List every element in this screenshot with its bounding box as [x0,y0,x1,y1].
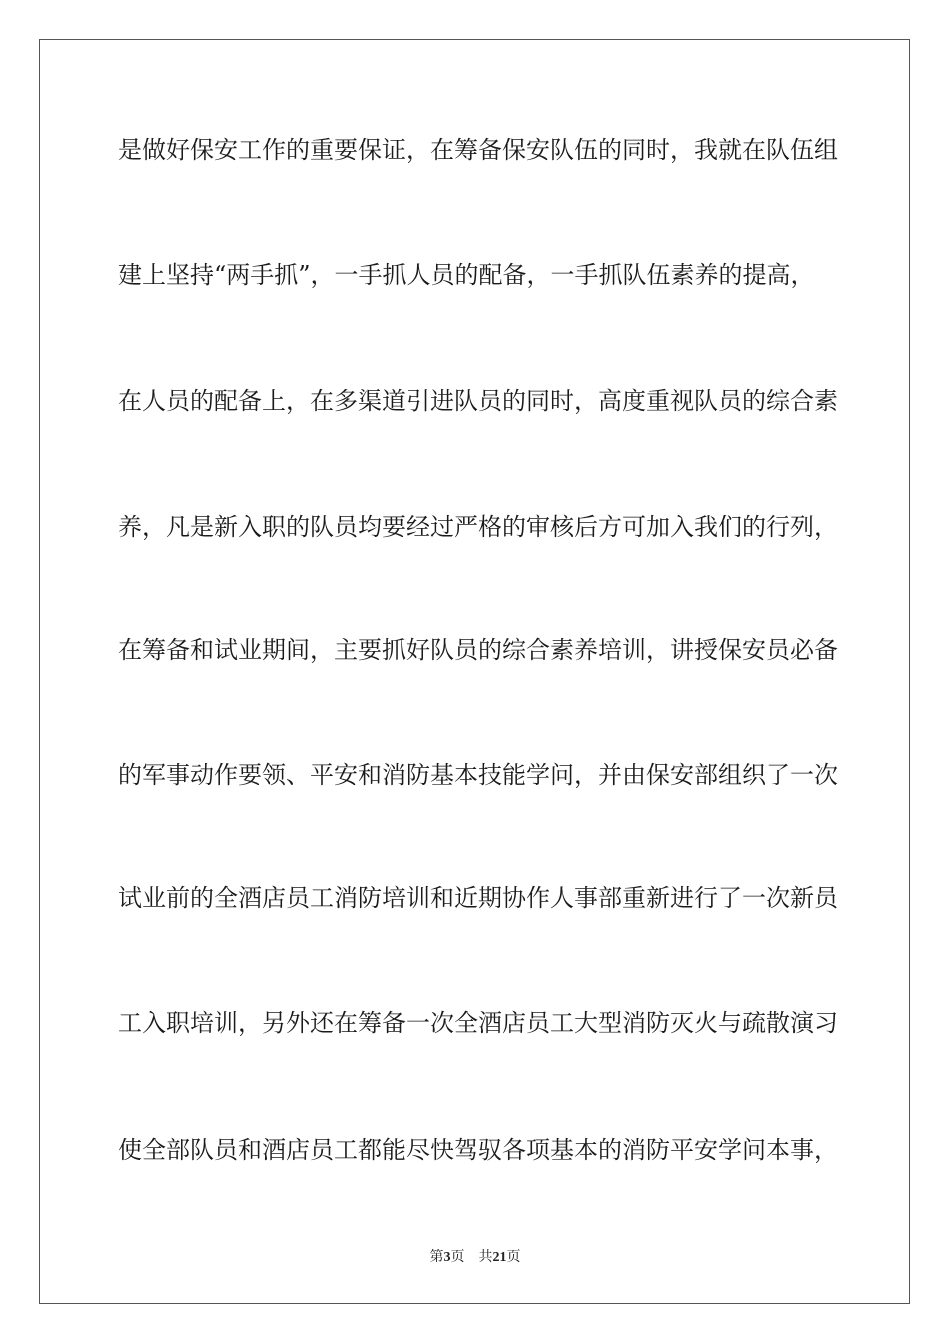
total-suffix: 页 [506,1249,521,1265]
body-text-line: 在人员的配备上，在多渠道引进队员的同时，高度重视队员的综合素 [118,387,838,415]
body-text-line: 工入职培训，另外还在筹备一次全酒店员工大型消防灭火与疏散演习 [118,1009,838,1037]
body-text-line: 使全部队员和酒店员工都能尽快驾驭各项基本的消防平安学问本事， [118,1136,838,1164]
total-pages: 21 [492,1250,507,1265]
body-text-line: 在筹备和试业期间，主要抓好队员的综合素养培训，讲授保安员必备 [118,636,838,664]
body-text-line: 试业前的全酒店员工消防培训和近期协作人事部重新进行了一次新员 [118,884,838,912]
page-prefix: 第 [429,1249,444,1265]
page-suffix: 页 [450,1249,465,1265]
page-number: 3 [443,1250,451,1265]
body-text-line: 建上坚持“两手抓”，一手抓人员的配备，一手抓队伍素养的提高， [118,261,815,289]
body-text-line: 养，凡是新入职的队员均要经过严格的审核后方可加入我们的行列， [118,513,838,541]
page-footer [0,1247,950,1268]
total-prefix: 共 [478,1249,493,1265]
page-frame [39,39,910,1304]
body-text-line: 是做好保安工作的重要保证，在筹备保安队伍的同时，我就在队伍组 [118,136,838,164]
body-text-line: 的军事动作要领、平安和消防基本技能学问，并由保安部组织了一次 [118,761,838,789]
